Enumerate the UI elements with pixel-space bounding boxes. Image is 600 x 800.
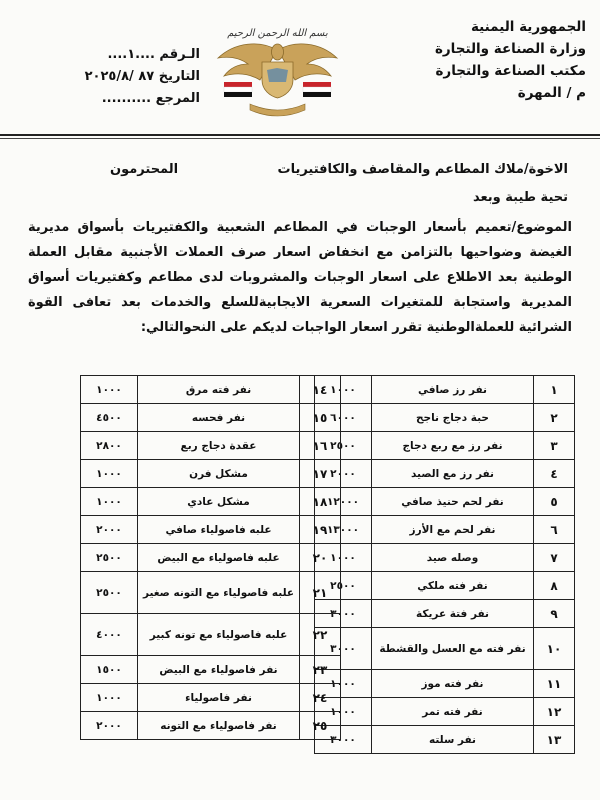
letter-greeting: تحية طيبة وبعد [472,190,568,205]
item-name: نفر رز مع الصيد [372,460,534,488]
item-name: نفر فته تمر [372,698,534,726]
item-name: نفر فاصولياء مع التونه [138,712,300,740]
row-number: ١٦ [300,432,341,460]
row-number: ١١ [534,670,575,698]
item-name: مشكل عادي [138,488,300,516]
row-number: ٢٢ [300,614,341,656]
item-name: نفر فحسه [138,404,300,432]
table-row [81,376,341,404]
item-price: ٤٥٠٠ [81,404,138,432]
row-number: ٧ [534,544,575,572]
item-name: نفر فاصولياء مع البيض [138,656,300,684]
item-price: ١٠٠٠ [315,698,372,726]
row-number: ١٢ [534,698,575,726]
row-number: ١٣ [534,726,575,754]
item-price: ٢٥٠٠ [315,432,372,460]
header-authority-block [386,16,586,104]
item-price: ١٠٠٠ [315,544,372,572]
header-ministry: وزارة الصناعة والتجارة [434,41,586,57]
item-name: علبه فاصولياء مع التونه صغير [138,572,300,614]
row-number: ١ [534,376,575,404]
table-row [81,432,341,460]
table-row [315,572,575,600]
item-name: نفر لحم مع الأرز [372,516,534,544]
table-row [81,684,341,712]
item-name: نفر فته مع العسل والقشطة [372,628,534,670]
item-name: وصله صيد [372,544,534,572]
header-reference-block [40,44,200,110]
header-office: مكتب الصناعة والتجارة [435,63,586,79]
letter-reference: المرجع .......... [101,91,200,106]
item-price: ١٠٠٠ [315,670,372,698]
item-name: نفر لحم حنيذ صافي [372,488,534,516]
row-number: ٢٠ [300,544,341,572]
table-row [81,544,341,572]
table-row [315,404,575,432]
item-name: نفر فتة عريكة [372,600,534,628]
item-price: ٤٠٠٠ [81,614,138,656]
item-name: حبة دجاج ناجح [372,404,534,432]
row-number: ١٥ [300,404,341,432]
table-row [315,726,575,754]
row-number: ١٨ [300,488,341,516]
row-number: ٩ [534,600,575,628]
letter-number: الـرقم ....١.... [107,47,200,62]
item-price: ٢٥٠٠ [315,572,372,600]
item-name: علبه فاصولياء مع البيض [138,544,300,572]
item-price: ٢٥٠٠ [81,572,138,614]
row-number: ٢٤ [300,684,341,712]
price-table-right [314,375,575,754]
item-name: عقدة دجاج ربع [138,432,300,460]
item-price: ٢٥٠٠ [81,544,138,572]
table-row [81,404,341,432]
row-number: ١٠ [534,628,575,670]
header-divider-thin [0,138,600,139]
header-country: الجمهورية اليمنية [470,19,586,35]
item-name: نفر رز مع ربع دجاج [372,432,534,460]
letter-date: التاريخ ٨٧ /٢٠٢٥/٨ [84,69,200,84]
item-price: ٣٠٠٠ [315,726,372,754]
item-name: نفر رز صافي [372,376,534,404]
header-governorate: م / المهرة [517,85,586,101]
item-price: ٢٨٠٠ [81,432,138,460]
table-row [315,698,575,726]
item-price: ٢٠٠٠ [81,712,138,740]
item-price: ١٠٠٠ [81,684,138,712]
item-price: ٦٠٠٠ [315,404,372,432]
table-row [81,460,341,488]
table-row [81,656,341,684]
letter-respect: المحترمون [110,162,179,177]
item-name: نفر سلته [372,726,534,754]
table-row [315,544,575,572]
item-price: ٢٠٠٠ [81,516,138,544]
row-number: ٢١ [300,572,341,614]
row-number: ٢٥ [300,712,341,740]
row-number: ١٧ [300,460,341,488]
row-number: ٥ [534,488,575,516]
yemen-eagle-emblem-icon [210,20,345,130]
row-number: ٣ [534,432,575,460]
row-number: ١٩ [300,516,341,544]
item-price: ١٠٠٠ [81,376,138,404]
table-row [315,670,575,698]
row-number: ٨ [534,572,575,600]
price-table-left [80,375,341,740]
table-row [315,432,575,460]
letter-subject: الموضوع/تعميم بأسعار الوجبات في المطاعم الشعبية والكفتيريات بأسواق مديرية الغيضة وضواحيها بالتزامن مع انخفاض اسعار صرف العملات الأجنبية مقابل العملة الوطنية بعد الاطلاع على اسعار الوجبات والمشروبات لدى مطاعم وكفتيريات أسواق المديرية واستجابة للمتغيرات السعرية الايجابيةللسلع والخدمات بعد تعافى القوة الشرائية للعملةالوطنية تقرر اسعار الواجبات لديكم على النحوالتالي: [28,220,572,335]
item-name: نفر فته ملكي [372,572,534,600]
row-number: ٢ [534,404,575,432]
table-row [81,614,341,656]
item-name: علبه فاصولياء صافي [138,516,300,544]
item-price: ١٢٠٠٠ [315,488,372,516]
table-row [81,516,341,544]
item-name: نفر فاصولياء [138,684,300,712]
table-row [315,460,575,488]
row-number: ١٤ [300,376,341,404]
item-price: ١٣٠٠٠ [315,516,372,544]
table-row [315,628,575,670]
item-price: ١٥٠٠ [81,656,138,684]
item-price: ١٠٠٠ [81,460,138,488]
item-price: ٣٠٠٠ [315,600,372,628]
table-row [81,488,341,516]
row-number: ٦ [534,516,575,544]
item-name: مشكل فرن [138,460,300,488]
item-name: نفر فته موز [372,670,534,698]
row-number: ٢٣ [300,656,341,684]
table-row [315,488,575,516]
table-row [81,572,341,614]
basmala-calligraphy: بسم الله الرحمن الرحيم [227,28,328,39]
item-price: ١٠٠٠ [81,488,138,516]
item-price: ١٠٠٠ [315,376,372,404]
item-price: ٣٠٠٠ [315,628,372,670]
item-name: نفر فته مرق [138,376,300,404]
table-row [315,600,575,628]
header-divider [0,134,600,136]
table-row [315,516,575,544]
table-row [315,376,575,404]
item-price: ٢٠٠٠ [315,460,372,488]
row-number: ٤ [534,460,575,488]
table-row [81,712,341,740]
item-name: علبه فاصولياء مع تونه كبير [138,614,300,656]
letter-recipient: الاخوة/ملاك المطاعم والمقاصف والكافتيريات [277,162,568,177]
